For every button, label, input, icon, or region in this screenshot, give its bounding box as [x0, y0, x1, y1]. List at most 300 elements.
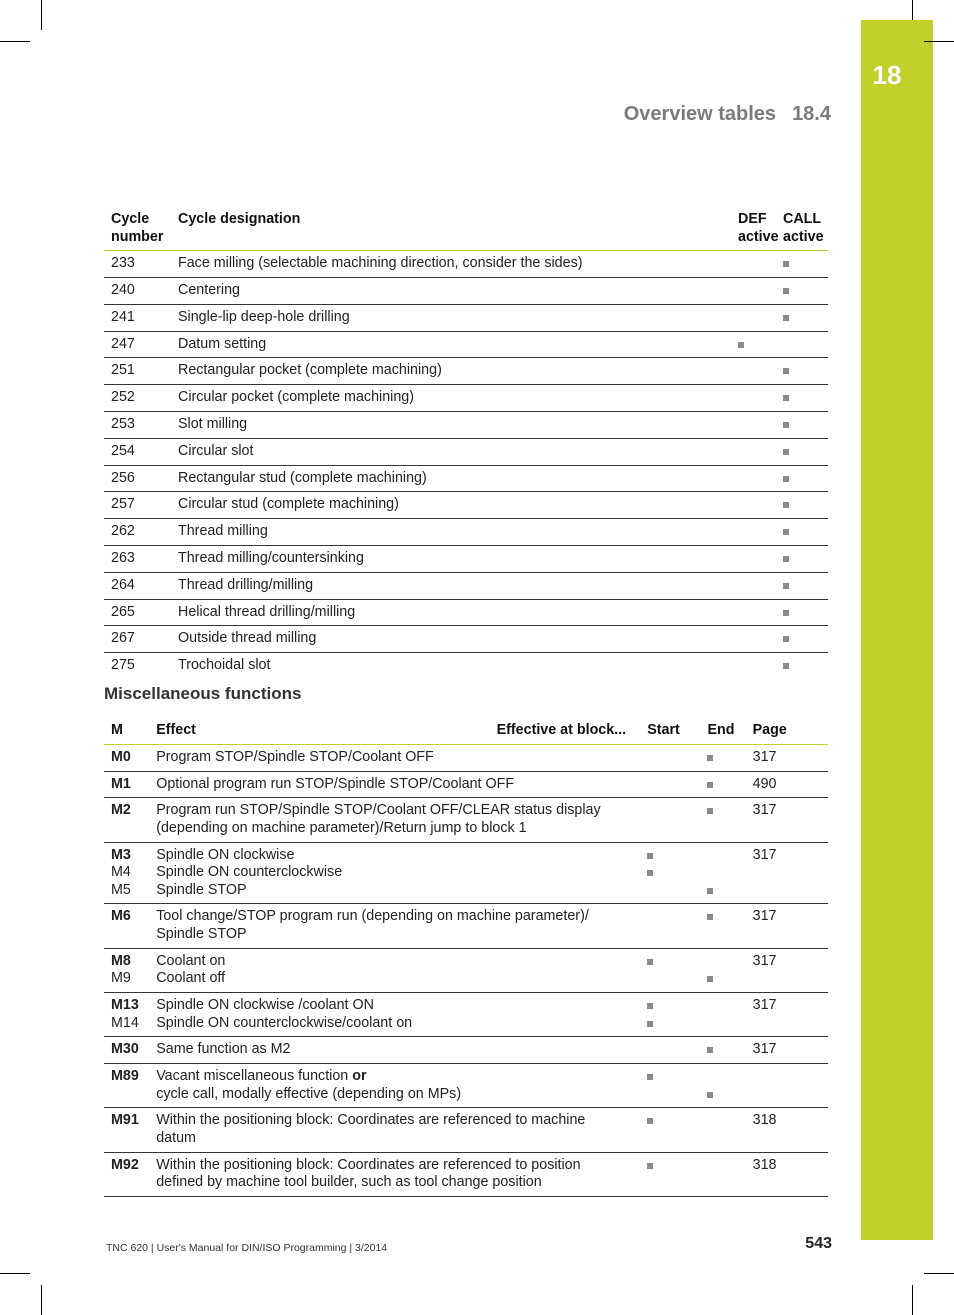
call-active-cell — [783, 251, 828, 278]
table-row — [104, 1037, 828, 1064]
table-row — [104, 599, 828, 626]
page-number: 543 — [805, 1235, 832, 1252]
end-cell — [707, 1152, 752, 1196]
cycle-designation: Helical thread drilling/milling — [178, 603, 356, 620]
m-code: M30 — [111, 1041, 139, 1058]
end-marker — [707, 1174, 752, 1192]
table-row — [104, 653, 828, 679]
cycle-number: 247 — [111, 335, 135, 352]
page-ref: 317 — [752, 1041, 777, 1058]
effect-text — [156, 847, 647, 865]
m-cell — [104, 1108, 156, 1152]
start-marker — [647, 749, 707, 767]
page-ref — [753, 1064, 828, 1108]
call-active-cell — [783, 331, 828, 358]
end-marker — [707, 1015, 752, 1033]
cycle-number: 275 — [111, 657, 135, 674]
marker-square-icon — [707, 976, 713, 982]
col-designation: Cycle designation — [178, 211, 301, 227]
end-marker — [707, 997, 752, 1015]
def-active-cell — [738, 465, 783, 492]
section-title: Miscellaneous functions — [104, 684, 302, 703]
table-row — [104, 304, 828, 331]
effect-text — [156, 926, 647, 944]
crop-mark — [41, 1285, 42, 1315]
def-active-cell — [738, 492, 783, 519]
header-text: active — [783, 228, 824, 245]
def-active-cell — [738, 358, 783, 385]
end-cell — [707, 842, 752, 904]
start-marker — [647, 1015, 707, 1033]
effect-text — [156, 1130, 647, 1148]
table-row — [104, 251, 828, 278]
crop-mark — [924, 1273, 954, 1274]
effect-cell — [156, 744, 647, 771]
start-cell — [647, 842, 707, 904]
effect-line: Vacant miscellaneous function — [156, 1068, 353, 1085]
marker-square-icon — [783, 529, 789, 535]
def-active-cell — [738, 412, 783, 439]
effect-text — [156, 997, 647, 1015]
end-marker — [707, 1130, 752, 1148]
table-row — [104, 546, 828, 573]
effect-cell — [156, 993, 647, 1037]
marker-square-icon — [783, 583, 789, 589]
effect-text — [156, 1068, 647, 1086]
m-code: M5 — [111, 881, 131, 898]
effect-line: Optional program run STOP/Spindle STOP/Coolant OFF — [156, 775, 515, 792]
m-code: M2 — [111, 802, 131, 819]
table-row — [104, 948, 828, 992]
marker-square-icon — [783, 636, 789, 642]
call-active-cell — [783, 438, 828, 465]
marker-square-icon — [783, 395, 789, 401]
table-row — [104, 993, 828, 1037]
start-cell — [647, 993, 707, 1037]
call-active-cell — [783, 653, 828, 679]
page-ref: 318 — [752, 1112, 777, 1129]
m-cell — [104, 948, 156, 992]
marker-square-icon — [647, 853, 653, 859]
marker-square-icon — [647, 1003, 653, 1009]
marker-square-icon — [783, 288, 789, 294]
cycle-number: 263 — [111, 550, 135, 567]
call-active-cell — [783, 278, 828, 305]
marker-square-icon — [783, 261, 789, 267]
effect-text — [156, 776, 647, 794]
end-marker — [707, 776, 752, 794]
marker-square-icon — [783, 315, 789, 321]
effect-line: Spindle ON clockwise /coolant ON — [156, 997, 374, 1014]
end-marker — [707, 1086, 752, 1104]
effect-line: Within the positioning block: Coordinates are referenced to position — [156, 1156, 581, 1173]
end-marker — [707, 1157, 752, 1175]
crop-mark — [912, 0, 913, 20]
effect-cell — [156, 1152, 647, 1196]
start-marker — [647, 997, 707, 1015]
call-active-cell — [783, 572, 828, 599]
footer-text: TNC 620 | User's Manual for DIN/ISO Programming | 3/2014 — [106, 1242, 388, 1254]
start-marker — [647, 970, 707, 988]
m-cell — [104, 1037, 156, 1064]
end-cell — [707, 1108, 752, 1152]
cycle-designation: Thread milling — [178, 523, 268, 540]
table-header-row — [104, 718, 828, 744]
cycles-table — [104, 207, 828, 679]
call-active-cell — [783, 546, 828, 573]
call-active-cell — [783, 599, 828, 626]
cycle-number: 265 — [111, 603, 135, 620]
cycle-designation: Circular slot — [178, 442, 254, 459]
m-cell — [104, 993, 156, 1037]
def-active-cell — [738, 251, 783, 278]
crop-mark — [0, 1273, 30, 1274]
effect-text — [156, 1157, 647, 1175]
marker-square-icon — [707, 808, 713, 814]
marker-square-icon — [647, 1118, 653, 1124]
def-active-cell — [738, 572, 783, 599]
start-marker — [647, 864, 707, 882]
page-ref: 318 — [752, 1156, 777, 1173]
marker-square-icon — [647, 959, 653, 965]
cycle-number: 252 — [111, 389, 135, 406]
start-cell — [647, 771, 707, 798]
marker-square-icon — [707, 888, 713, 894]
misc-functions-table — [104, 718, 828, 1197]
cycle-designation: Datum setting — [178, 335, 267, 352]
effect-cell — [156, 798, 647, 842]
start-marker — [647, 1041, 707, 1059]
start-marker — [647, 1174, 707, 1192]
m-cell — [104, 744, 156, 771]
header-title: Overview tables — [623, 103, 777, 125]
effect-text — [156, 953, 647, 971]
marker-square-icon — [783, 422, 789, 428]
call-active-cell — [783, 385, 828, 412]
effect-line: Coolant on — [156, 952, 226, 969]
def-active-cell — [738, 331, 783, 358]
m-code: M4 — [111, 864, 131, 881]
m-cell — [104, 1152, 156, 1196]
effect-text — [156, 1086, 647, 1104]
page-ref: 317 — [752, 908, 777, 925]
page-ref: 490 — [752, 775, 777, 792]
start-cell — [647, 1108, 707, 1152]
end-cell — [707, 993, 752, 1037]
call-active-cell — [783, 465, 828, 492]
end-marker — [707, 926, 752, 944]
cycle-number: 267 — [111, 630, 135, 647]
col-page: Page — [752, 722, 787, 738]
start-marker — [647, 908, 707, 926]
m-code — [111, 1130, 156, 1148]
page-ref: 317 — [752, 748, 777, 765]
col-end: End — [707, 722, 735, 738]
effect-line: Coolant off — [156, 970, 226, 987]
start-marker — [647, 1157, 707, 1175]
def-active-cell — [738, 599, 783, 626]
table-row — [104, 358, 828, 385]
def-active-cell — [738, 304, 783, 331]
cycle-designation: Thread drilling/milling — [178, 576, 314, 593]
effect-text — [156, 864, 647, 882]
effect-line: Tool change/STOP program run (depending on machine parameter)/ — [156, 908, 589, 925]
marker-square-icon — [783, 476, 789, 482]
effect-text — [156, 820, 647, 838]
effect-line: Spindle ON counterclockwise/coolant on — [156, 1014, 413, 1031]
cycle-number: 241 — [111, 308, 135, 325]
table-row — [104, 1152, 828, 1196]
effect-cell — [156, 771, 647, 798]
cycle-number: 240 — [111, 282, 135, 299]
m-cell — [104, 1064, 156, 1108]
m-code — [111, 1086, 156, 1104]
effect-line: Program run STOP/Spindle STOP/Coolant OFF/CLEAR status display — [156, 802, 601, 819]
col-def-active — [738, 207, 783, 251]
page-ref: 317 — [752, 952, 777, 969]
start-marker — [647, 926, 707, 944]
end-cell — [707, 948, 752, 992]
effect-text — [156, 749, 647, 767]
call-active-cell — [783, 492, 828, 519]
cycle-number: 257 — [111, 496, 135, 513]
end-marker — [707, 749, 752, 767]
def-active-cell — [738, 278, 783, 305]
start-marker — [647, 1068, 707, 1086]
def-active-cell — [738, 385, 783, 412]
end-marker — [707, 970, 752, 988]
table-row — [104, 798, 828, 842]
end-marker — [707, 1068, 752, 1086]
crop-mark — [924, 41, 954, 42]
header-text: DEF — [738, 211, 767, 227]
effect-cell — [156, 842, 647, 904]
end-marker — [707, 802, 752, 820]
cycle-number: 254 — [111, 442, 135, 459]
effect-line: Within the positioning block: Coordinates are referenced to machine — [156, 1112, 586, 1129]
start-marker — [647, 953, 707, 971]
start-cell — [647, 948, 707, 992]
m-code: M92 — [111, 1156, 139, 1173]
table-row — [104, 412, 828, 439]
cycle-designation: Outside thread milling — [178, 630, 317, 647]
page-ref: 317 — [752, 802, 777, 819]
m-code: M13 — [111, 997, 139, 1014]
crop-mark — [41, 0, 42, 30]
crop-mark — [0, 41, 30, 42]
effect-text — [156, 1041, 647, 1059]
table-row — [104, 904, 828, 948]
effect-cell — [156, 1064, 647, 1108]
page-ref: 317 — [752, 997, 777, 1014]
effect-line: datum — [156, 1129, 196, 1146]
cycle-number: 251 — [111, 362, 135, 379]
marker-square-icon — [707, 1092, 713, 1098]
table-row — [104, 519, 828, 546]
cycle-number: 264 — [111, 576, 135, 593]
end-cell — [707, 1037, 752, 1064]
m-code: M1 — [111, 775, 131, 792]
marker-square-icon — [783, 368, 789, 374]
start-cell — [647, 904, 707, 948]
table-row — [104, 842, 828, 904]
marker-square-icon — [647, 1163, 653, 1169]
marker-square-icon — [647, 870, 653, 876]
effect-text — [156, 908, 647, 926]
end-marker — [707, 1112, 752, 1130]
cycle-number: 253 — [111, 416, 135, 433]
call-active-cell — [783, 626, 828, 653]
effect-line: cycle call, modally effective (depending on MPs) — [156, 1085, 462, 1102]
table-row — [104, 1108, 828, 1152]
marker-square-icon — [707, 914, 713, 920]
start-marker — [647, 1112, 707, 1130]
marker-square-icon — [647, 1074, 653, 1080]
cycle-designation: Centering — [178, 282, 240, 299]
effect-line: (depending on machine parameter)/Return jump to block 1 — [156, 819, 527, 836]
m-code: M3 — [111, 846, 131, 863]
cycle-designation: Slot milling — [178, 416, 248, 433]
effect-cell — [156, 1108, 647, 1152]
m-cell — [104, 904, 156, 948]
effect-text — [156, 882, 647, 900]
end-marker — [707, 820, 752, 838]
effect-line: defined by machine tool builder, such as tool change position — [156, 1174, 542, 1191]
effect-line: Spindle ON counterclockwise — [156, 864, 343, 881]
marker-square-icon — [783, 663, 789, 669]
col-start: Start — [647, 722, 680, 738]
col-effect: Effect — [156, 722, 196, 738]
m-code: M6 — [111, 908, 131, 925]
chapter-number: 18 — [872, 60, 902, 90]
m-cell — [104, 842, 156, 904]
effect-text — [156, 970, 647, 988]
m-code — [111, 1174, 156, 1192]
end-marker — [707, 1041, 752, 1059]
m-code: M89 — [111, 1068, 139, 1085]
header-section: 18.4 — [792, 103, 831, 125]
start-marker — [647, 776, 707, 794]
effect-cell — [156, 904, 647, 948]
marker-square-icon — [783, 449, 789, 455]
table-row — [104, 744, 828, 771]
cycle-number: 262 — [111, 523, 135, 540]
start-marker — [647, 1130, 707, 1148]
header-text: number — [111, 228, 164, 245]
table-row — [104, 331, 828, 358]
start-marker — [647, 820, 707, 838]
end-cell — [707, 744, 752, 771]
m-code — [111, 926, 156, 944]
cycle-designation: Trochoidal slot — [178, 657, 271, 674]
end-cell — [707, 1064, 752, 1108]
end-marker — [707, 864, 752, 882]
cycle-designation: Rectangular pocket (complete machining) — [178, 362, 442, 379]
call-active-cell — [783, 304, 828, 331]
cycle-designation: Single-lip deep-hole drilling — [178, 308, 350, 325]
effect-line: Spindle STOP — [156, 925, 247, 942]
col-cycle-number — [104, 207, 178, 251]
cycle-designation: Rectangular stud (complete machining) — [178, 469, 427, 486]
crop-mark — [912, 1285, 913, 1315]
start-cell — [647, 1152, 707, 1196]
m-code: M9 — [111, 970, 131, 987]
start-cell — [647, 744, 707, 771]
table-header-row — [104, 207, 828, 251]
effect-line: Spindle ON clockwise — [156, 846, 295, 863]
end-marker — [707, 847, 752, 865]
call-active-cell — [783, 519, 828, 546]
effect-text — [156, 1015, 647, 1033]
table-row — [104, 492, 828, 519]
start-marker — [647, 1086, 707, 1104]
effect-cell — [156, 1037, 647, 1064]
cycle-designation: Circular pocket (complete machining) — [178, 389, 414, 406]
table-row — [104, 465, 828, 492]
call-active-cell — [783, 412, 828, 439]
cycle-number: 256 — [111, 469, 135, 486]
end-cell — [707, 798, 752, 842]
def-active-cell — [738, 546, 783, 573]
start-marker — [647, 802, 707, 820]
start-cell — [647, 1064, 707, 1108]
marker-square-icon — [707, 755, 713, 761]
m-code — [111, 820, 156, 838]
col-call-active — [783, 207, 828, 251]
effect-text — [156, 1174, 647, 1192]
table-row — [104, 1064, 828, 1108]
effect-text — [156, 802, 647, 820]
def-active-cell — [738, 653, 783, 679]
effect-line: Same function as M2 — [156, 1041, 291, 1058]
chapter-tab — [861, 20, 933, 1240]
start-marker — [647, 882, 707, 900]
marker-square-icon — [783, 556, 789, 562]
page-ref: 317 — [752, 846, 777, 863]
end-cell — [707, 904, 752, 948]
header-text: active — [738, 228, 779, 245]
effect-text — [156, 1112, 647, 1130]
end-marker — [707, 882, 752, 900]
running-header — [624, 103, 831, 126]
table-row — [104, 385, 828, 412]
call-active-cell — [783, 358, 828, 385]
start-marker — [647, 847, 707, 865]
marker-square-icon — [707, 782, 713, 788]
table-row — [104, 771, 828, 798]
def-active-cell — [738, 519, 783, 546]
m-code: M0 — [111, 748, 131, 765]
marker-square-icon — [783, 502, 789, 508]
effect-cell — [156, 948, 647, 992]
table-row — [104, 626, 828, 653]
def-active-cell — [738, 438, 783, 465]
m-code: M14 — [111, 1014, 139, 1031]
header-text: CALL — [783, 211, 822, 227]
start-cell — [647, 798, 707, 842]
header-text: Cycle — [111, 211, 150, 227]
m-cell — [104, 771, 156, 798]
m-code: M91 — [111, 1112, 139, 1129]
cycle-designation: Thread milling/countersinking — [178, 550, 364, 567]
table-row — [104, 572, 828, 599]
m-cell — [104, 798, 156, 842]
marker-square-icon — [783, 610, 789, 616]
marker-square-icon — [647, 1021, 653, 1027]
end-cell — [707, 771, 752, 798]
start-cell — [647, 1037, 707, 1064]
table-row — [104, 438, 828, 465]
